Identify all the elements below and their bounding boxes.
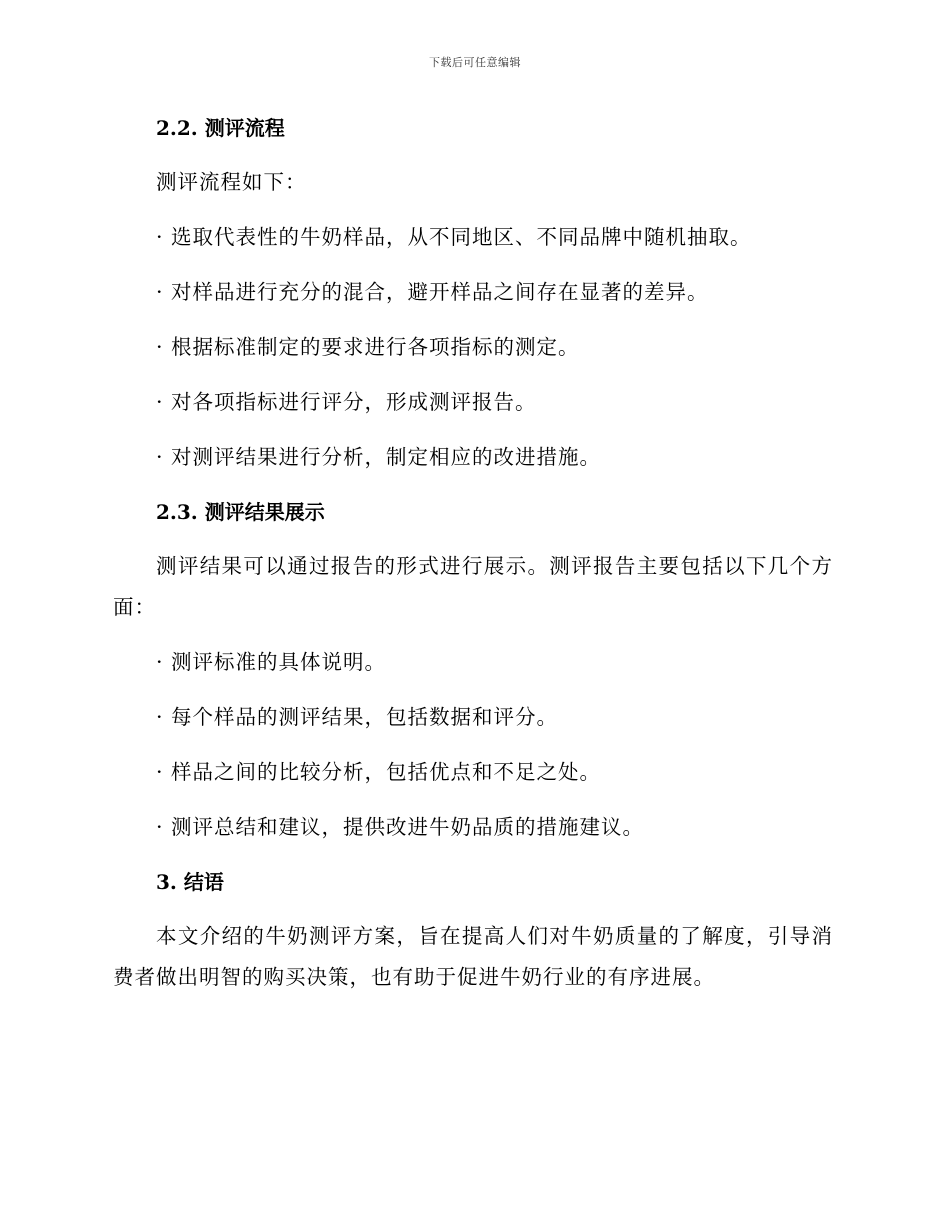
section-2-2-heading: 2.2. 测评流程 bbox=[156, 116, 285, 140]
section-2-2-intro: 测评流程如下： bbox=[156, 170, 307, 194]
section-2-2-bullet-1: · 选取代表性的牛奶样品，从不同地区、不同品牌中随机抽取。 bbox=[156, 225, 752, 249]
section-2-2-bullet-2: · 对样品进行充分的混合，避开样品之间存在显著的差异。 bbox=[156, 280, 709, 304]
section-2-3-bullet-1: · 测评标准的具体说明。 bbox=[156, 650, 387, 674]
section-3-heading: 3. 结语 bbox=[156, 870, 224, 894]
section-2-3-bullet-4: · 测评总结和建议，提供改进牛奶品质的措施建议。 bbox=[156, 815, 645, 839]
page-header: 下载后可任意编辑 bbox=[429, 56, 521, 69]
section-3-body: 本文介绍的牛奶测评方案，旨在提高人们对牛奶质量的了解度，引导消费者做出明智的购买决策，也有助于促进牛奶行业的有序进展。 bbox=[113, 924, 833, 989]
section-2-2-bullet-5: · 对测评结果进行分析，制定相应的改进措施。 bbox=[156, 445, 602, 469]
section-2-3-intro: 测评结果可以通过报告的形式进行展示。测评报告主要包括以下几个方面： bbox=[113, 554, 833, 619]
document-body bbox=[113, 108, 833, 998]
section-2-3-bullet-2: · 每个样品的测评结果，包括数据和评分。 bbox=[156, 705, 559, 729]
section-2-2-bullet-4: · 对各项指标进行评分，形成测评报告。 bbox=[156, 390, 537, 414]
section-2-2-bullet-3: · 根据标准制定的要求进行各项指标的测定。 bbox=[156, 335, 580, 359]
section-2-3-heading: 2.3. 测评结果展示 bbox=[156, 500, 325, 524]
section-2-3-bullet-3: · 样品之间的比较分析，包括优点和不足之处。 bbox=[156, 760, 602, 784]
